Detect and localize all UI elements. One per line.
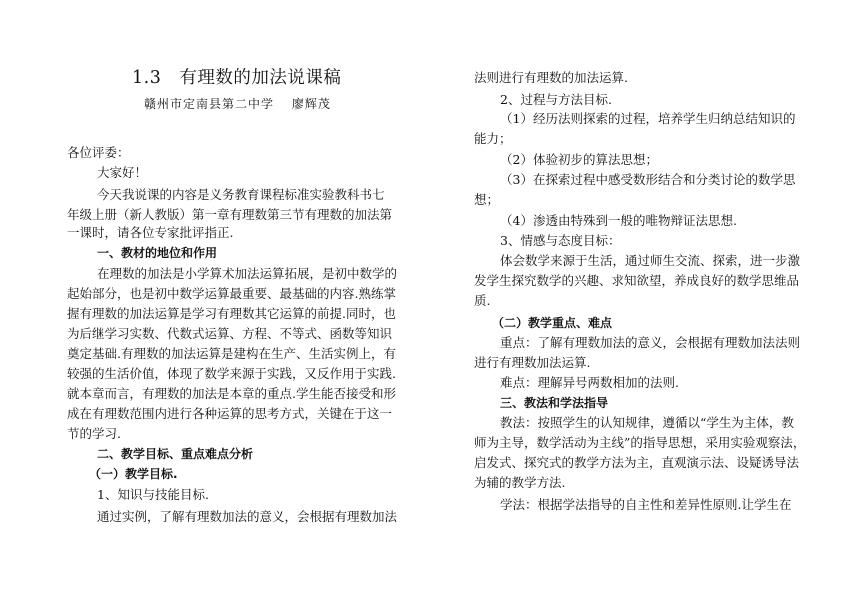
- subsection-heading-2: （二）教学重点、难点: [492, 316, 613, 330]
- body-line: 较强的生活价值，体现了数学来源于实践，又反作用于实践.: [67, 366, 396, 381]
- subsection-heading-1: （一）教学目标.: [89, 467, 178, 481]
- body-line: 教法：按照学生的认知规律，遵循以“学生为主体，教: [500, 415, 794, 430]
- goal-3-heading: 3、情感与态度目标：: [500, 233, 621, 248]
- body-line: 学法：根据学法指导的自主性和差异性原则.让学生在: [500, 497, 792, 512]
- goal-2-item: （1）经历法则探索的过程，培养学生归纳总结知识的: [500, 111, 796, 126]
- body-line: 在理数的加法是小学算术加法运算拓展，是初中数学的: [97, 266, 398, 281]
- goal-2-item: （2）体验初步的算法思想；: [500, 152, 658, 167]
- body-line: 体会数学来源于生活，通过师生交流、探索，进一步激: [500, 253, 801, 268]
- body-line: 奠定基础.有理数的加法运算是建构在生产、生活实例上，有: [67, 346, 396, 361]
- goal-2-heading: 2、过程与方法目标.: [500, 92, 612, 107]
- goal-2-item: （4）渗透由特殊到一般的唯物辩证法思想.: [500, 213, 737, 228]
- doc-author: 赣州市定南县第二中学 廖辉茂: [144, 97, 331, 111]
- goal-2-item: （3）在探索过程中感受数形结合和分类讨论的数学思: [500, 172, 796, 187]
- doc-title: 1.3 有理数的加法说课稿: [132, 68, 342, 88]
- greeting: 各位评委：: [67, 145, 130, 160]
- section-heading-1: 一、教材的地位和作用: [97, 246, 218, 260]
- goal-1-text: 通过实例，了解有理数加法的意义，会根据有理数加法: [97, 509, 398, 524]
- body-line: 握有理数的加法运算是学习有理数其它运算的前提.同时，也: [67, 306, 396, 321]
- body-line: 质.: [474, 293, 491, 308]
- intro-line: 一课时，请各位专家批评指正.: [67, 225, 234, 240]
- body-line: 启发式、探究式的教学方法为主，直观演示法、设疑诱导法: [474, 455, 800, 470]
- goal-1-heading: 1、知识与技能目标.: [97, 487, 209, 502]
- body-line: 为后继学习实数、代数式运算、方程、不等式、函数等知识: [67, 326, 393, 341]
- section-heading-3: 三、教法和学法指导: [500, 396, 609, 410]
- body-line: 起始部分，也是初中数学运算最重要、最基础的内容.熟练掌: [67, 286, 396, 301]
- section-heading-2: 二、教学目标、重点难点分析: [97, 447, 254, 461]
- intro-line: 年级上册（新人教版）第一章有理数第三节有理数的加法第: [67, 207, 393, 222]
- goal-2-item: 能力；: [474, 131, 512, 146]
- body-line: 发学生探究数学的兴趣、求知欲望，养成良好的数学思维品: [474, 273, 800, 288]
- body-line: 为辅的教学方法.: [474, 475, 566, 490]
- body-line: 节的学习.: [67, 426, 121, 441]
- body-line: 难点：理解异号两数相加的法则.: [500, 375, 679, 390]
- body-line: 就本章而言，有理数的加法是本章的重点.学生能否接受和形: [67, 386, 396, 401]
- body-line: 重点：了解有理数加法的意义，会根据有理数加法法则: [500, 335, 801, 350]
- body-line: 法则进行有理数的加法运算.: [474, 70, 628, 85]
- body-line: 师为主导，数学活动为主线”的指导思想，采用实验观察法，: [474, 435, 806, 450]
- body-line: 进行有理数加法运算.: [474, 355, 591, 370]
- hello-line: 大家好！: [97, 165, 148, 180]
- body-line: 成在有理数范围内进行各种运算的思考方式，关键在于这一: [67, 406, 393, 421]
- intro-line: 今天我说课的内容是义务教育课程标准实验教科书七: [97, 187, 385, 202]
- goal-2-item: 想；: [474, 192, 500, 207]
